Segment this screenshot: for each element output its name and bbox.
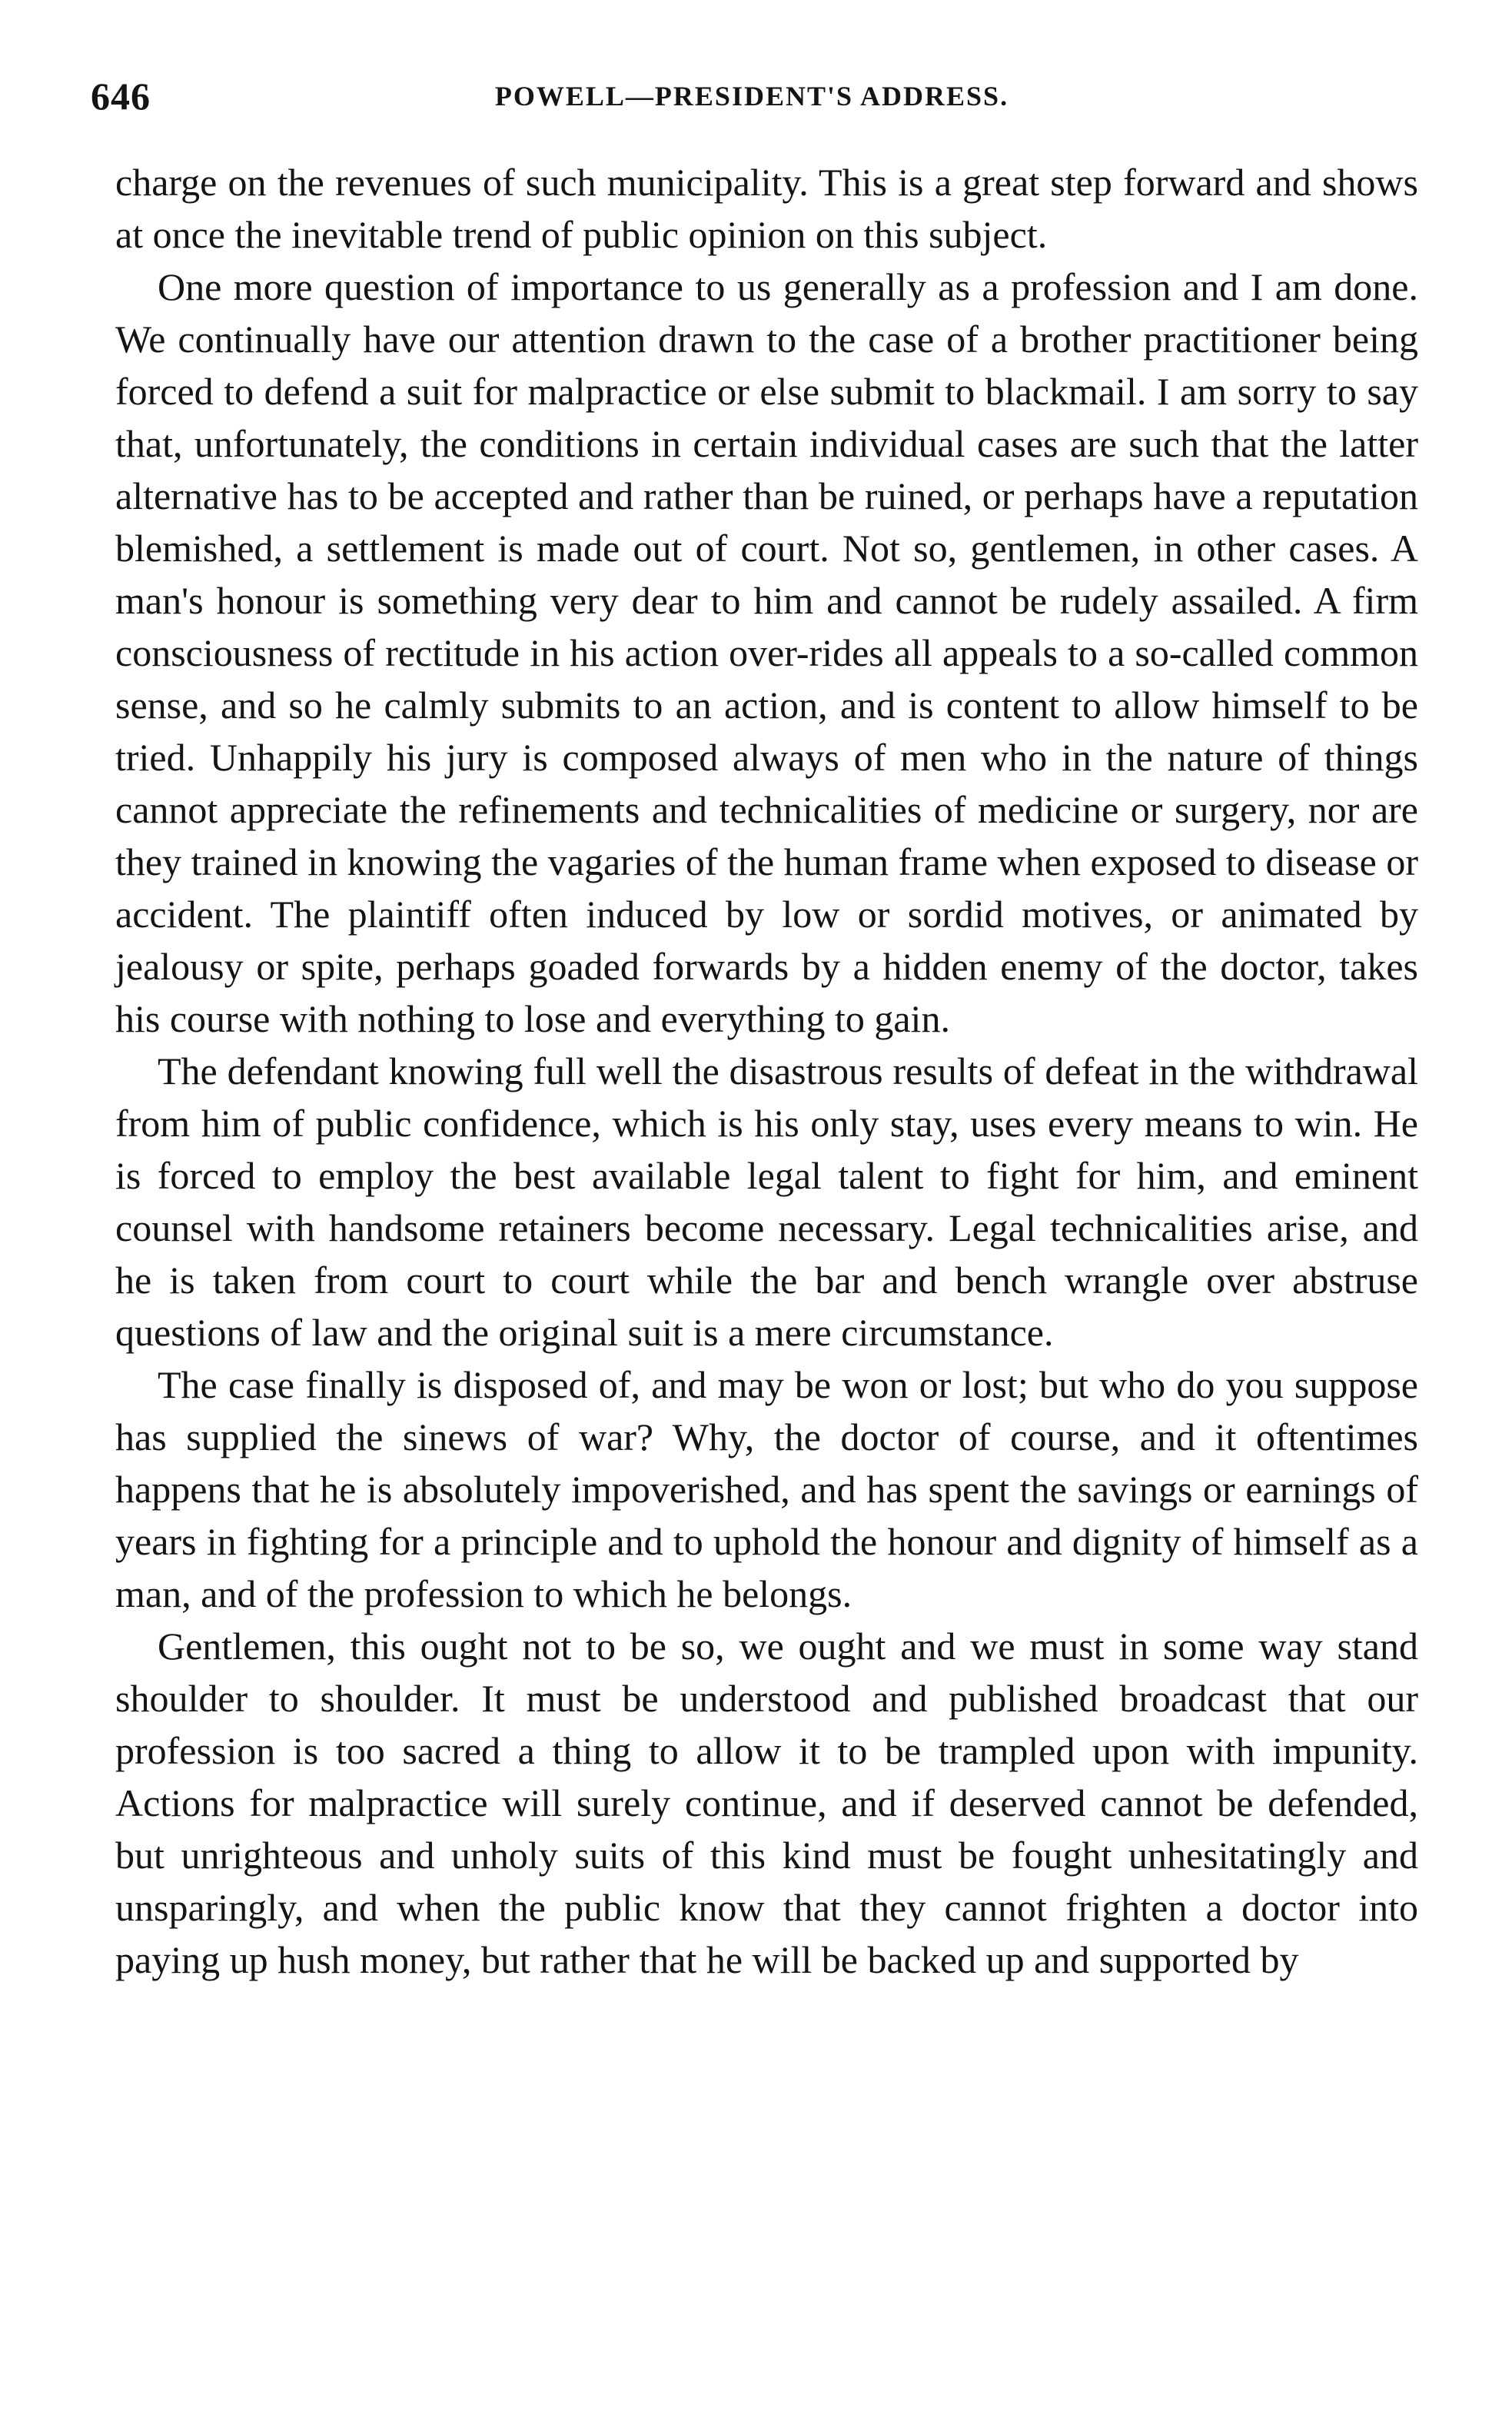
page-header bbox=[91, 74, 1413, 128]
page-number: 646 bbox=[91, 75, 151, 118]
body-text bbox=[115, 156, 1418, 1986]
paragraph-case-disposed: The case finally is disposed of, and may be won or lost; but who do you suppose has supplied the sinews of war? Why, the doctor of course, and it oftentimes happens that he is absolutely impoverished, and has spent the savings or earnings of years in fighting for a principle and to uphold the honour and dignity of himself as a man, and of the profession to which he belongs. bbox=[115, 1363, 1418, 1615]
paragraph-defendant: The defendant knowing full well the disastrous results of defeat in the withdrawal from him of public confidence, which is his only stay, uses every means to win. He is forced to employ the best available legal talent to fight for him, and eminent counsel with handsome retainers become necessary. Legal technicalities arise, and he is taken from court to court while the bar and bench wrangle over abstruse questions of law and the original suit is a mere circumstance. bbox=[115, 1049, 1418, 1354]
running-head: POWELL—PRESIDENT'S ADDRESS. bbox=[494, 81, 1009, 111]
paragraph-gentlemen: Gentlemen, this ought not to be so, we ought and we must in some way stand shoulder to shoulder. It must be understood and published broadcast that our profession is too sacred a thing to allow it to be trampled upon with impunity. Actions for malpractice will surely continue, and if deserved cannot be defended, but unrighteous and unholy suits of this kind must be fought unhesitatingly and unsparingly, and when the public know that they cannot frighten a doctor into paying up hush money, but rather that he will be backed up and supported by bbox=[115, 1625, 1418, 1981]
paragraph-malpractice: One more question of importance to us generally as a profession and I am done. We continually have our attention drawn to the case of a brother practitioner being forced to defend a suit for malpractice or else submit to blackmail. I am sorry to say that, unfortunately, the conditions in certain individual cases are such that the latter alternative has to be accepted and rather than be ruined, or perhaps have a reputation blemished, a settlement is made out of court. Not so, gentlemen, in other cases. A man's honour is something very dear to him and cannot be rudely assailed. A firm consciousness of rectitude in his action over-rides all appeals to a so-called common sense, and so he calmly submits to an action, and is content to allow himself to be tried. Unhappily his jury is composed always of men who in the nature of things cannot appreciate the refinements and technicalities of medicine or surgery, nor are they trained in knowing the vagaries of the human frame when exposed to disease or accident. The plaintiff often induced by low or sordid motives, or animated by jealousy or spite, perhaps goaded forwards by a hidden enemy of the doctor, takes his course with nothing to lose and everything to gain. bbox=[115, 265, 1418, 1040]
paragraph-continuation: charge on the revenues of such municipality. This is a great step forward and shows at once the inevitable trend of public opinion on this subject. bbox=[115, 161, 1418, 256]
